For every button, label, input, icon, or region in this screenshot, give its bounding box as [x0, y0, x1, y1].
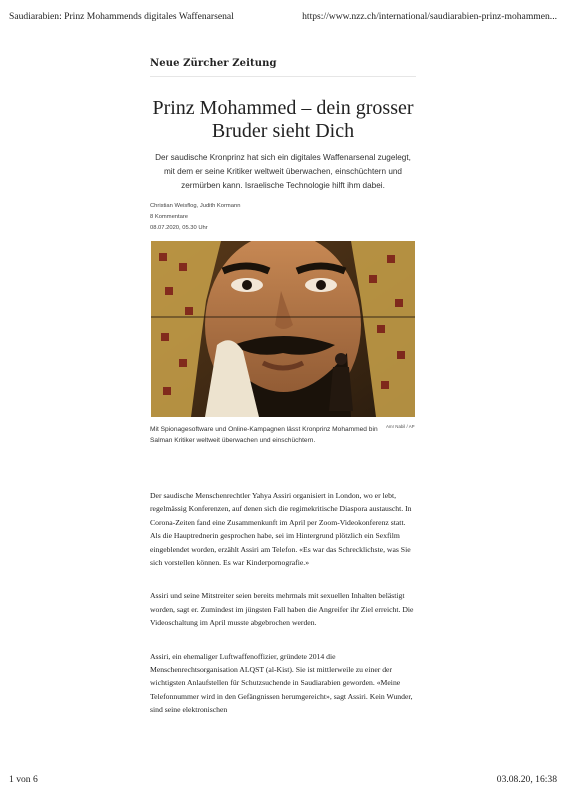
print-datetime: 03.08.20, 16:38: [496, 774, 557, 785]
body-paragraph: Assiri, ein ehemaliger Luftwaffenoffizier, gründete 2014 die Menschenrechtsorganisation ALQST (al-Kist). Sie ist mittlerweile zu einer der wichtigsten Anlaufstellen für Schutzsuchende in Saudiarabien geworden. «Meine Telefonnummer wird in den Gefängnissen herumgereicht», sagt Assiri. Kein Wunder, sind seine elektronischen: [150, 651, 413, 715]
hero-image: [151, 241, 415, 417]
comments-count[interactable]: 8 Kommentare: [150, 214, 189, 220]
article-date: 08.07.2020, 05.30 Uhr: [150, 225, 208, 231]
portrait-mural-illustration: [151, 241, 415, 417]
page-number: 1 von 6: [9, 774, 38, 785]
print-footer: [9, 774, 557, 788]
image-credit: Amr Nabil / AP: [386, 424, 415, 429]
body-paragraph: Der saudische Menschenrechtler Yahya Assiri organisiert in London, wo er lebt, regelmässig Konferenzen, auf denen sich die regimekritische Diaspora austauscht. In Corona-Zeiten fand eine Zusammenkunft im April per Zoom-Videokonferenz statt. Als die Hauptrednerin gesprochen habe, sei im Hintergrund plötzlich ein Sexfilm eingeblendet worden, erzählt Assiri am Telefon. «Es war das Schrecklichste, was Sie sich vorstellen können. Es war Kinderpornografie.»: [150, 491, 412, 568]
article-lead: Der saudische Kronprinz hat sich ein digitales Waffenarsenal zugelegt, mit dem er seine Kritiker weltweit überwachen, einschüchtern und zermürben kann. Israelische Technologie hilft ihm dabei.: [155, 153, 411, 190]
image-caption: Mit Spionagesoftware und Online-Kampagnen lässt Kronprinz Mohammed bin Salman Kritiker weltweit überwachen und einschüchtern.: [150, 426, 378, 444]
article-meta: [150, 201, 416, 234]
header-divider: [150, 76, 416, 77]
article-authors[interactable]: Christian Weisflog, Judith Kormann: [150, 203, 241, 209]
print-header: [9, 11, 557, 25]
print-page-url[interactable]: https://www.nzz.ch/international/saudiarabien-prinz-mohammen...: [302, 11, 557, 22]
newspaper-logo[interactable]: Neue Zürcher Zeitung: [150, 58, 277, 69]
article-body: [150, 489, 416, 737]
article-headline: Prinz Mohammed – dein grosser Bruder sieht Dich: [152, 97, 414, 142]
body-paragraph: Assiri und seine Mitstreiter seien bereits mehrmals mit sexuellen Inhalten belästigt worden, sagt er. Zumindest im jüngsten Fall haben die Angreifer ihr Ziel erreicht. Die Videoschaltung im April musste abgebrochen werden.: [150, 591, 414, 628]
article-header: [150, 58, 416, 234]
print-page-title: Saudiarabien: Prinz Mohammends digitales Waffenarsenal: [9, 11, 234, 22]
